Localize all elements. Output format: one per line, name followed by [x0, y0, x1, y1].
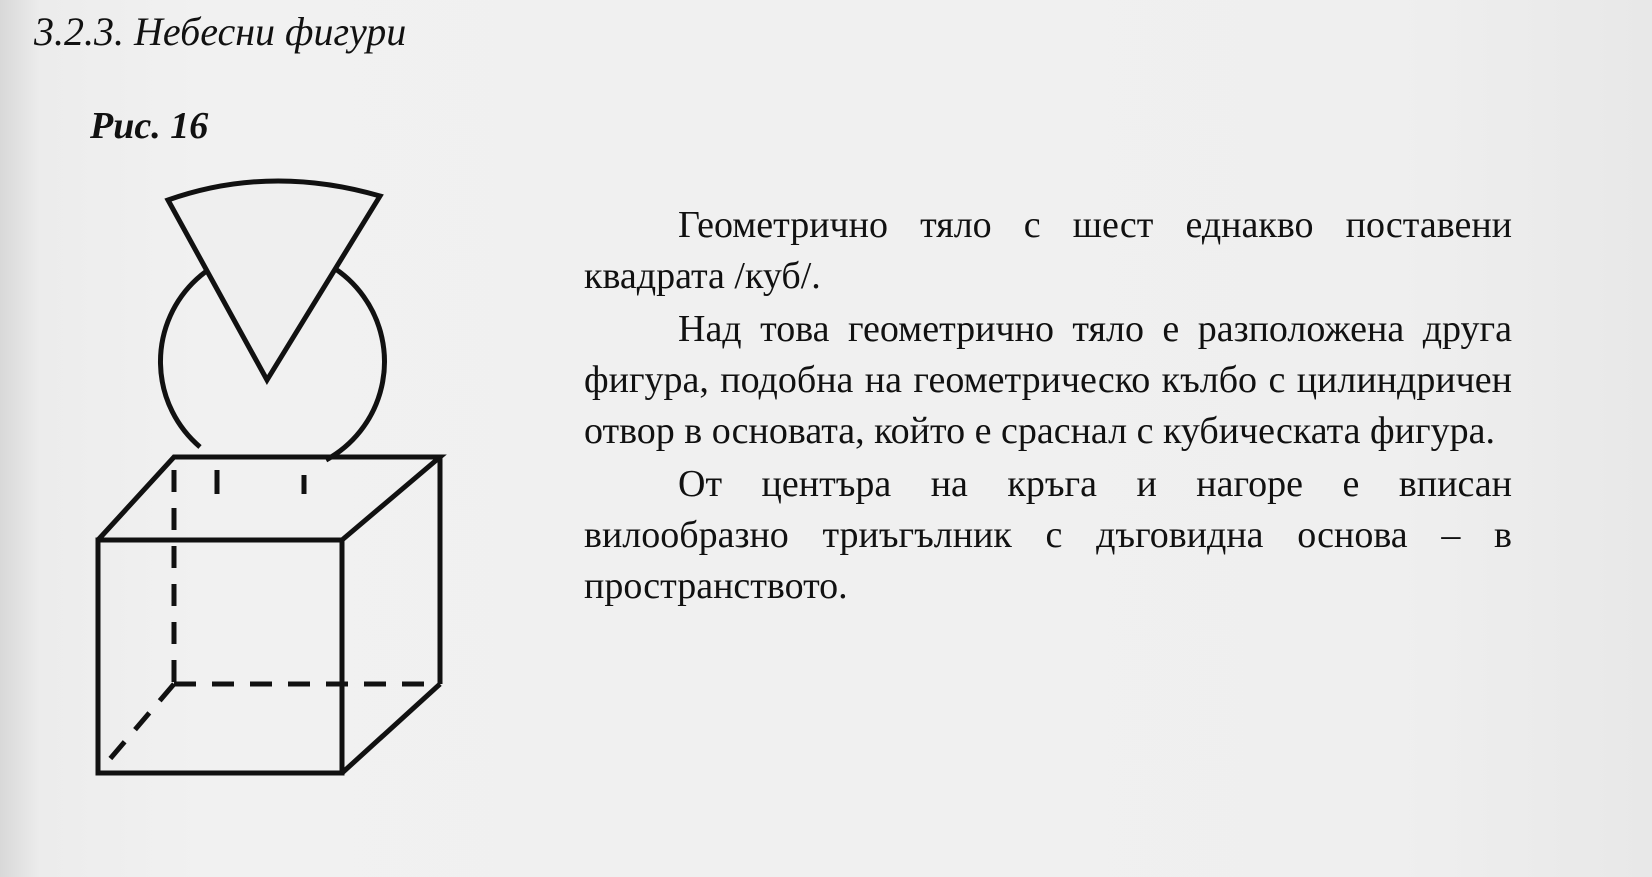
paragraph-3: От центъра на кръга и нагоре е вписан вилообразно триъгълник с дъговидна основа – в пространството. [584, 463, 1512, 607]
cube-front-face [98, 540, 342, 773]
celestial-figure-drawing [80, 170, 480, 820]
paragraph-2: Над това геометрично тяло е разположена друга фигура, подобна на геометрическо кълбо с цилиндричен отвор в основата, който е сраснал с кубическата фигура. [584, 308, 1512, 452]
paragraph-1: Геометрично тяло с шест еднакво поставени квадрата /куб/. [584, 204, 1512, 297]
section-title: 3.2.3. Небесни фигури [34, 9, 407, 54]
cube-top-face [98, 457, 440, 540]
body-text [584, 200, 1512, 612]
figure-caption: Рис. 16 [90, 105, 209, 147]
cube-right-bottom-edge [342, 684, 440, 773]
